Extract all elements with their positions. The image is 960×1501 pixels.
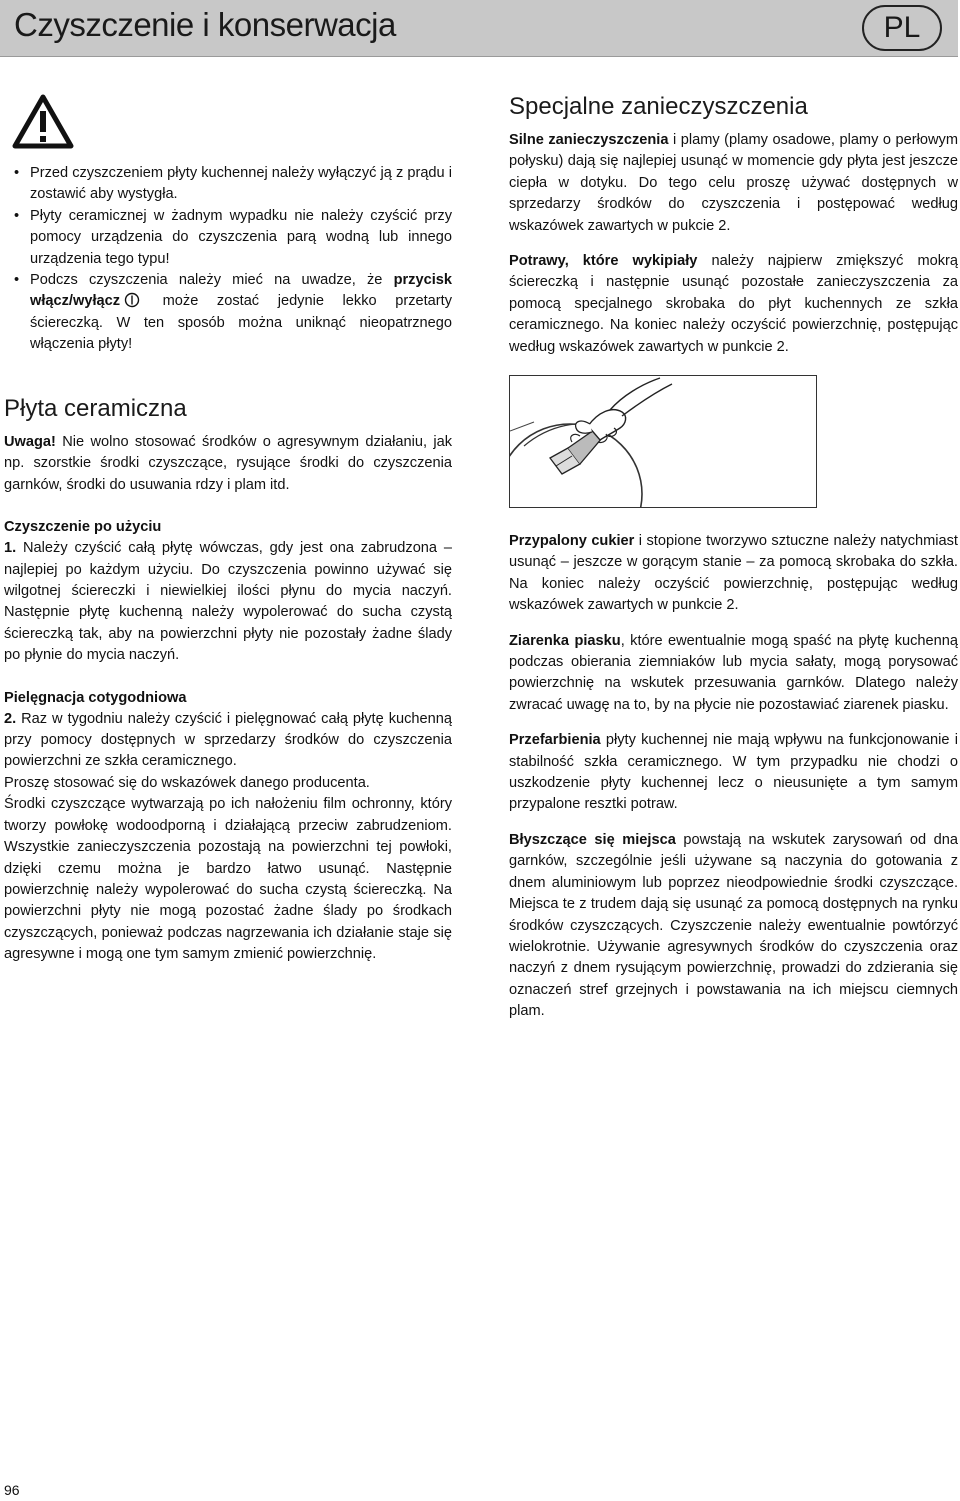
warning-item-power-button <box>12 270 452 356</box>
power-button-label: przycisk włącz/wyłącz <box>30 272 452 310</box>
shiny-spots-paragraph <box>509 830 958 1023</box>
term-label: Ziarenka piasku <box>509 632 621 649</box>
after-use-heading: Czyszczenie po użyciu <box>4 519 162 536</box>
manufacturer-note: Proszę stosować się do wskazówek danego producenta. <box>4 774 370 791</box>
step-number: 1. <box>4 540 17 557</box>
special-section-top <box>509 92 958 358</box>
step-number: 2. <box>4 710 17 727</box>
weekly-care-text: Raz w tygodniu należy czyścić i pielęgnować całą płytę kuchenną przy pomocy dostępnych w sprzedarzy środków do czyszczenia powierzchni ze szkła ceramicznego. <box>4 710 452 770</box>
warning-item-unplug <box>12 163 452 206</box>
term-text: powstają na wskutek zarysowań od dna garnków, szczególnie jeśli używane są naczynia do gotowania z dnem aluminiowym lub poprzez nieodpowiednie środki czyszczące. Miejsca te z trudem dają się usunąć za pomocą dostępnych na rynku środków czyszczących. Czyszczenie należy ewentualnie powtórzyć wielokrotnie. Używanie agresywnych środków do czyszczenia oraz naczyń z dnem rysującym powierzchnię, prowadzi do zdzierania się oznaczeń stref grzejnych i powstawania na ich miejscu ciemnych plam. <box>509 831 958 1020</box>
warning-list-block <box>12 163 452 356</box>
page-header <box>0 0 958 57</box>
term-text: należy najpierw zmiększyć mokrą ściereczką i następnie usunąć pozostałe zanieczyszczenia za pomocą specjalnego skrobaka do płyt kuchennych ze szkła ceramicznego. Na koniec należy oczyścić powierzchnię, postępując według wskazówek zawartych w punkcie 2. <box>509 253 958 355</box>
term-label: Potrawy, które wykipiały <box>509 253 698 270</box>
weekly-care-heading: Pielęgnacja cotygodniowa <box>4 689 187 706</box>
burnt-sugar-paragraph <box>509 531 958 617</box>
caution-paragraph <box>4 432 452 496</box>
term-label: Błyszczące się miejsca <box>509 831 676 848</box>
term-label: Przefarbienia <box>509 732 601 749</box>
warning-text: może zostać jedynie lekko przetarty ściereczką. W ten sposób można uniknąć nieopatrznego włączenia płyty! <box>30 293 452 353</box>
caution-label: Uwaga! <box>4 434 56 450</box>
special-section-bottom <box>509 531 958 1023</box>
protective-film-paragraph: Środki czyszczące wytwarzają po ich nałożeniu film ochronny, który tworzy powłokę wodoodporną i działającą przeciw zabrudzeniom. Wszystkie zanieczyszczenia pozostają na powierzchni tej powłoki, dzięki czemu można je bardzo łatwo usunąć. Następnie powierzchnię należy wypolerować do sucha czystą ściereczką. Na powierzchni płyty nie mogą pozostać żadne ślady po środkach czyszczących, ponieważ podczas nagrzewania ich działanie staje się agresywne i mogą one tym samym zmienić powierzchnię. <box>4 796 452 963</box>
special-heading: Specjalne zanieczyszczenia <box>509 93 808 120</box>
warning-text: Płyty ceramicznej w żadnym wypadku nie należy czyścić przy pomocy urządzenia do czyszczenia parą wodną lub innego urządzenia tego typu! <box>30 207 452 267</box>
ceramic-heading: Płyta ceramiczna <box>4 395 187 422</box>
caution-text: Nie wolno stosować środków o agresywnym działaniu, jak np. szorstkie środki czyszczące, rysujące środki do czyszczenia garnków, środki do usuwania rdzy i plam itd. <box>4 434 452 493</box>
sand-grains-paragraph <box>509 631 958 717</box>
term-text: i stopione tworzywo sztuczne należy natychmiast usunąć – jeszcze w gorącym stanie – za pomocą skrobaka do szkła. Na koniec należy oczyścić powierzchnię, postępując według wskazówek zawartych w punkcie 2. <box>509 533 958 614</box>
page-number: 96 <box>4 1482 20 1498</box>
term-label: Silne zanieczyszczenia <box>509 132 669 148</box>
scraper-drawing <box>510 376 816 507</box>
boiled-over-paragraph <box>509 251 958 358</box>
warning-list <box>12 163 452 356</box>
after-use-paragraph <box>4 538 452 666</box>
warning-text: Przed czyszczeniem płyty kuchennej należy wyłączyć ją z prądu i zostawić aby wystygła. <box>30 165 452 203</box>
language-badge: PL <box>862 5 942 51</box>
after-use-text: Należy czyścić całą płytę wówczas, gdy jest ona zabrudzona – najlepiej po każdym użyciu. Do czyszczenia powinno używać się wilgotnej ściereczki i niewielkiej ilości płynu do mycia naczyń. Następnie płytę kuchenną należy wypolerować do sucha czystą ściereczką tak, aby na powierzchni płyty nie pozostały żadne ślady po płynie do mycia naczyń. <box>4 540 452 664</box>
term-text: , które ewentualnie mogą spaść na płytę kuchenną podczas obierania ziemniaków lub mycia sałaty, mogą porysować powierzchnię na wskutek przesuwania garnków. Dlatego należy zwracać uwagę na to, by na płycie nie pozostawiać ziarenek piasku. <box>509 632 958 713</box>
warning-text: Podczs czyszczenia należy mieć na uwadze, że <box>30 272 394 289</box>
power-icon <box>124 292 140 308</box>
warning-triangle-icon <box>12 94 74 150</box>
heavy-soiling-paragraph <box>509 130 958 237</box>
scraper-illustration <box>509 375 817 508</box>
page-title: Czyszczenie i konserwacja <box>14 6 396 43</box>
term-text: płyty kuchennej nie mają wpływu na funkcjonowanie i stabilność szkła ceramicznego. W tym przypadku nie chodzi o uszkodzenie płyty kuchennej lecz o nieusunięte a tym samym przypalone resztki potraw. <box>509 732 958 813</box>
term-text: i plamy (plamy osadowe, plamy o perłowym połysku) dają się najlepiej usunąć w momencie gdy płyta jest jeszcze ciepła w dotyku. Do tego celu proszę używać dostępnych w sprzedarzy środków do czyszczenia i postępować według wskazówek zawartych w pukcie 2. <box>509 132 958 234</box>
ceramic-section <box>4 394 452 966</box>
term-label: Przypalony cukier <box>509 533 635 549</box>
weekly-care-paragraph <box>4 709 452 773</box>
discoloration-paragraph <box>509 730 958 816</box>
warning-item-steam <box>12 206 452 270</box>
